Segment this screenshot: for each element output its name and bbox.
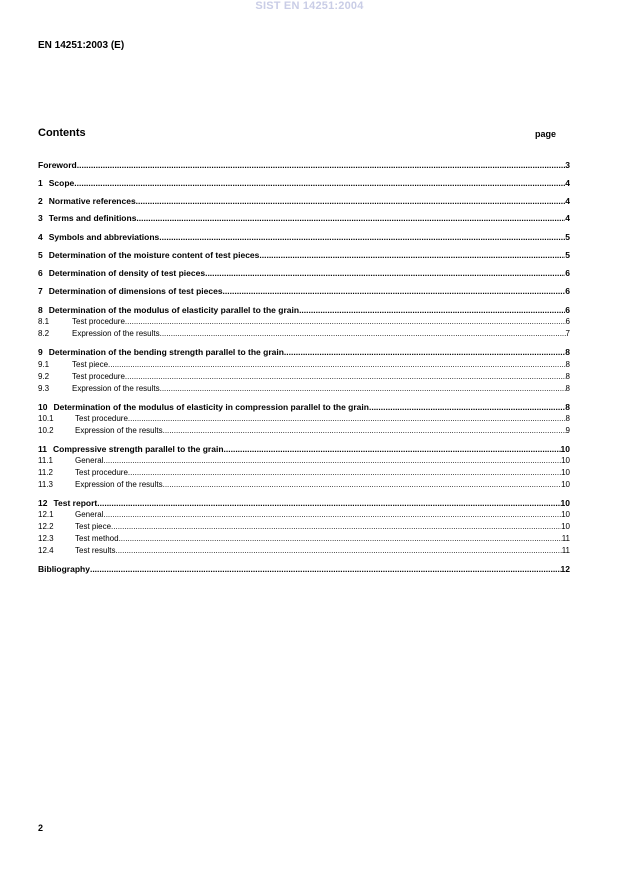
toc-entry-page: 8 <box>565 347 570 357</box>
toc-entry-title: Scope <box>48 178 75 188</box>
toc-entry[interactable] <box>38 213 570 223</box>
toc-entry[interactable] <box>38 468 570 478</box>
toc-entry[interactable] <box>38 347 570 357</box>
toc-entry-page: 11 <box>561 546 570 555</box>
toc-entry-number: 11.2 <box>38 468 53 477</box>
toc-entry[interactable] <box>38 178 570 188</box>
toc-entry-title: Determination of the modulus of elasticity parallel to the grain <box>48 305 300 315</box>
toc-leader-dots <box>77 160 566 170</box>
toc-entry-number: 1 <box>38 178 43 188</box>
toc-entry-page: 6 <box>565 268 570 278</box>
toc-leader-dots <box>108 360 566 370</box>
toc-leader-dots <box>125 317 566 327</box>
toc-entry-number: 11 <box>38 444 47 454</box>
toc-entry-page: 9 <box>565 426 570 435</box>
toc-entry-page: 6 <box>565 305 570 315</box>
toc-entry-title: Determination of the moisture content of test pieces <box>48 250 260 260</box>
toc-entry-page: 5 <box>565 232 570 242</box>
toc-leader-dots <box>224 444 561 454</box>
toc-leader-dots <box>128 414 566 424</box>
toc-entry-title: Test procedure <box>75 468 128 477</box>
toc-leader-dots <box>159 232 565 242</box>
toc-entry-number: 3 <box>38 213 43 223</box>
toc-entry-number: 12.4 <box>38 546 54 555</box>
toc-leader-dots <box>299 305 565 315</box>
toc-entry-number: 12.1 <box>38 510 54 519</box>
toc-entry-page: 6 <box>565 317 570 326</box>
toc-entry[interactable] <box>38 160 570 170</box>
toc-entry-number: 9.2 <box>38 372 50 381</box>
toc-entry[interactable] <box>38 510 570 520</box>
toc-leader-dots <box>119 534 562 544</box>
toc-entry-page: 10 <box>561 480 570 489</box>
toc-entry-title: Normative references <box>48 196 136 206</box>
toc-entry-title: Compressive strength parallel to the grain <box>53 444 224 454</box>
toc-entry-number: 5 <box>38 250 43 260</box>
toc-entry-page: 6 <box>565 286 570 296</box>
toc-entry-title: Test procedure <box>72 372 125 381</box>
toc-leader-dots <box>103 456 561 466</box>
toc-leader-dots <box>136 196 566 206</box>
toc-entry[interactable] <box>38 480 570 490</box>
toc-entry-page: 3 <box>565 160 570 170</box>
toc-entry[interactable] <box>38 286 570 296</box>
toc-entry-title: Test piece <box>72 360 109 369</box>
toc-leader-dots <box>103 510 561 520</box>
contents-title: Contents <box>38 127 86 139</box>
toc-entry-page: 4 <box>565 213 570 223</box>
toc-leader-dots <box>97 498 560 508</box>
toc-entry-title: Test piece <box>75 522 112 531</box>
toc-leader-dots <box>90 564 561 574</box>
toc-entry-title: Determination of dimensions of test pieces <box>48 286 223 296</box>
toc-entry-number: 9 <box>38 347 43 357</box>
toc-entry[interactable] <box>38 268 570 278</box>
toc-leader-dots <box>205 268 565 278</box>
toc-entry-title: Symbols and abbreviations <box>48 232 160 242</box>
toc-entry-title: General <box>75 456 104 465</box>
toc-leader-dots <box>160 329 566 339</box>
toc-entry-page: 8 <box>565 402 570 412</box>
toc-entry[interactable] <box>38 444 570 454</box>
toc-entry-number: 10.1 <box>38 414 54 423</box>
toc-entry[interactable] <box>38 546 570 556</box>
toc-leader-dots <box>115 546 561 556</box>
toc-entry-page: 8 <box>565 360 570 369</box>
toc-leader-dots <box>223 286 566 296</box>
toc-entry-number: 12.3 <box>38 534 54 543</box>
toc-leader-dots <box>136 213 565 223</box>
toc-entry[interactable] <box>38 456 570 466</box>
toc-leader-dots <box>284 347 565 357</box>
toc-entry-page: 12 <box>560 564 570 574</box>
toc-entry-title: Determination of the bending strength parallel to the grain <box>48 347 284 357</box>
toc-entry-number: 10 <box>38 402 48 412</box>
toc-leader-dots <box>128 468 561 478</box>
toc-entry-title: Expression of the results <box>72 329 160 338</box>
toc-entry-number: 8.1 <box>38 317 50 326</box>
toc-entry[interactable] <box>38 426 570 436</box>
toc-entry-title: Terms and definitions <box>48 213 137 223</box>
toc-entry-title: Expression of the results <box>75 480 163 489</box>
toc-entry-title: Expression of the results <box>75 426 163 435</box>
toc-leader-dots <box>369 402 565 412</box>
toc-entry-number: 11.3 <box>38 480 53 489</box>
toc-leader-dots <box>259 250 565 260</box>
toc-entry-title: Expression of the results <box>72 384 160 393</box>
toc-entry[interactable] <box>38 232 570 242</box>
toc-entry-number: 6 <box>38 268 43 278</box>
toc-entry-number: 9.3 <box>38 384 50 393</box>
toc-entry-page: 4 <box>565 196 570 206</box>
toc-entry[interactable] <box>38 329 570 339</box>
toc-entry-title: General <box>75 510 104 519</box>
toc-entry[interactable] <box>38 250 570 260</box>
toc-entry-title: Determination of the modulus of elasticity in compression parallel to the grain <box>53 402 369 412</box>
toc-entry-page: 10 <box>561 522 570 531</box>
toc-entry-title: Test procedure <box>72 317 125 326</box>
toc-entry[interactable] <box>38 414 570 424</box>
toc-entry-title: Foreword <box>38 160 77 170</box>
toc-entry-page: 7 <box>565 329 570 338</box>
toc-entry-number: 7 <box>38 286 43 296</box>
toc-entry-number: 4 <box>38 232 43 242</box>
toc-entry-number: 12.2 <box>38 522 54 531</box>
toc-entry[interactable] <box>38 317 570 327</box>
toc-entry-page: 10 <box>561 510 570 519</box>
toc-entry-number: 11.1 <box>38 456 53 465</box>
watermark: SIST EN 14251:2004 <box>255 0 364 12</box>
toc-entry[interactable] <box>38 402 570 412</box>
toc-entry-number: 2 <box>38 196 43 206</box>
toc-entry-title: Determination of density of test pieces <box>48 268 206 278</box>
toc-entry-title: Test report <box>53 498 98 508</box>
toc-entry-number: 12 <box>38 498 48 508</box>
toc-entry-page: 8 <box>565 384 570 393</box>
toc-entry[interactable] <box>38 534 570 544</box>
toc-leader-dots <box>163 426 566 436</box>
toc-leader-dots <box>160 384 566 394</box>
toc-entry-title: Test procedure <box>75 414 128 423</box>
toc-entry-page: 5 <box>565 250 570 260</box>
toc-entry[interactable] <box>38 305 570 315</box>
page-column-label: page <box>535 129 557 139</box>
toc-entry-number: 9.1 <box>38 360 50 369</box>
toc-leader-dots <box>163 480 561 490</box>
table-of-contents <box>38 0 570 877</box>
toc-entry-title: Test results <box>75 546 116 555</box>
toc-entry[interactable] <box>38 360 570 370</box>
toc-entry-number: 8.2 <box>38 329 50 338</box>
toc-entry[interactable] <box>38 196 570 206</box>
toc-entry[interactable] <box>38 372 570 382</box>
toc-entry[interactable] <box>38 384 570 394</box>
toc-entry-title: Bibliography <box>38 564 90 574</box>
toc-leader-dots <box>74 178 565 188</box>
toc-entry-page: 10 <box>561 456 570 465</box>
toc-entry-number: 8 <box>38 305 43 315</box>
toc-leader-dots <box>125 372 566 382</box>
toc-entry-page: 10 <box>560 498 570 508</box>
toc-entry-page: 8 <box>565 372 570 381</box>
toc-leader-dots <box>111 522 561 532</box>
toc-entry-page: 10 <box>560 444 570 454</box>
toc-entry-title: Test method <box>75 534 119 543</box>
toc-entry[interactable] <box>38 564 570 574</box>
toc-entry[interactable] <box>38 498 570 508</box>
document-id: EN 14251:2003 (E) <box>38 40 125 51</box>
page-number: 2 <box>38 823 44 833</box>
toc-entry[interactable] <box>38 522 570 532</box>
toc-entry-page: 8 <box>565 414 570 423</box>
toc-entry-page: 4 <box>565 178 570 188</box>
toc-entry-page: 10 <box>561 468 570 477</box>
toc-entry-number: 10.2 <box>38 426 54 435</box>
toc-entry-page: 11 <box>561 534 570 543</box>
